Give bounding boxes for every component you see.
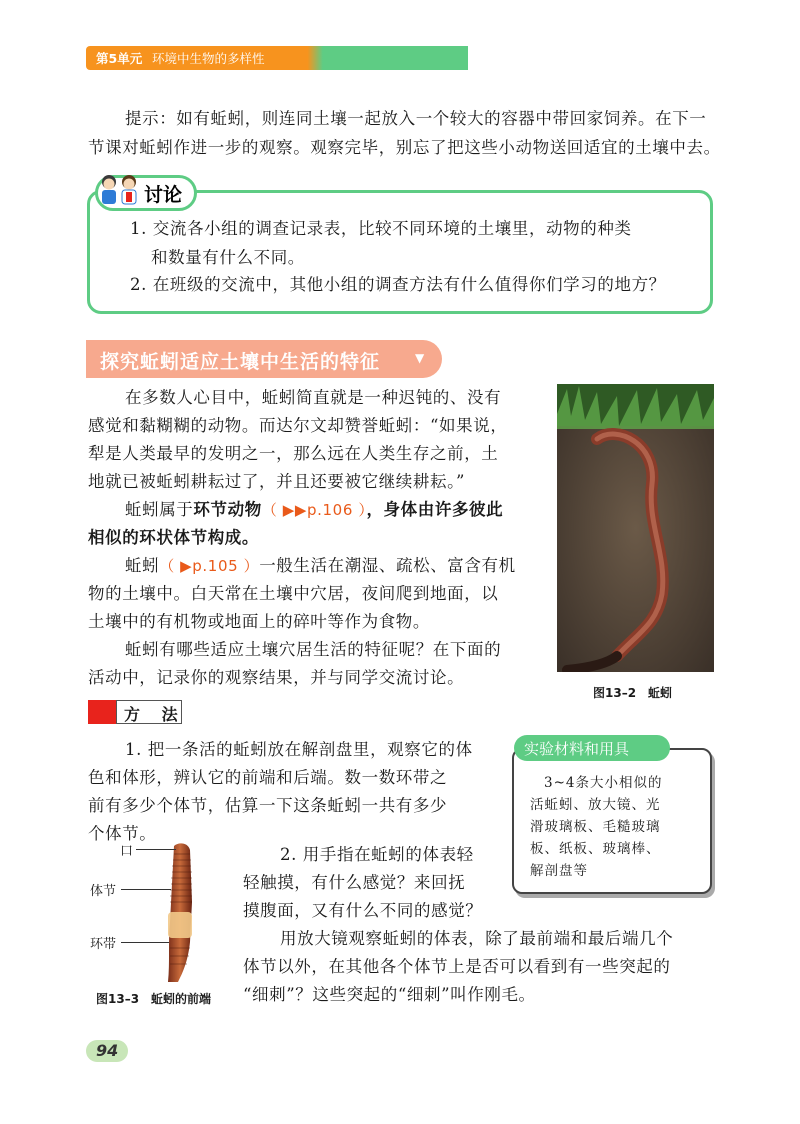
question-line-1: 蚯蚓有哪些适应土壤穴居生活的特征呢？在下面的 <box>125 640 502 659</box>
figure-13-3-caption: 图13–3 蚯蚓的前端 <box>96 992 212 1006</box>
step-1-line-1: 1. 把一条活的蚯蚓放在解剖盘里，观察它的体 <box>125 740 473 759</box>
question-line-2: 活动中，记录你的观察结果，并与同学交流讨论。 <box>88 668 465 687</box>
materials-line-1: 3~4条大小相似的 <box>544 775 663 791</box>
earthworm-photo-illustration <box>557 384 714 672</box>
discussion-item-1: 1. 交流各小组的调查记录表，比较不同环境的土壤里，动物的种类 <box>130 219 632 238</box>
step-1-line-2: 色和体形，辨认它的前端和后端。数一数环带之 <box>88 768 448 787</box>
step-3-line-3: “细刺”？这些突起的“细刺”叫作刚毛。 <box>243 985 536 1004</box>
earthworm-photo <box>557 384 714 672</box>
annelid-page-ref[interactable]: （ ▶▶p.106 ） <box>261 501 367 519</box>
section-arrow-icon: ▼ <box>415 351 425 365</box>
step-1-line-3: 前有多少个体节，估算一下这条蚯蚓一共有多少 <box>88 796 448 815</box>
step-3-line-1: 用放大镜观察蚯蚓的体表，除了最前端和最后端几个 <box>280 929 674 948</box>
discussion-item-2: 2. 在班级的交流中，其他小组的调查方法有什么值得你们学习的地方？ <box>130 275 666 294</box>
intro-line-4: 地就已被蚯蚓耕耘过了，并且还要被它继续耕耘。” <box>88 472 465 491</box>
intro-line-2: 感觉和黏糊糊的动物。而达尔文却赞誉蚯蚓：“如果说， <box>88 416 508 435</box>
label-segment: 体节 <box>90 884 117 899</box>
annelid-tail: ，身体由许多彼此 <box>366 500 504 519</box>
chapter-header-bar <box>86 46 468 70</box>
annelid-term: 环节动物 <box>193 500 262 519</box>
chapter-title: 环境中生物的多样性 <box>152 51 265 66</box>
chapter-unit: 第5单元 <box>96 51 143 66</box>
habitat-line-3: 土壤中的有机物或地面上的碎叶等作为食物。 <box>88 612 430 631</box>
habitat-prefix: 蚯蚓 <box>125 556 160 575</box>
discussion-title: 讨论 <box>144 184 183 206</box>
hint-line-2: 节课对蚯蚓作进一步的观察。观察完毕，别忘了把这些小动物送回适宜的土壤中去。 <box>88 138 721 157</box>
label-clitellum: 环带 <box>90 937 117 952</box>
habitat-tail: 一般生活在潮湿、疏松、富含有机 <box>259 556 516 575</box>
materials-list <box>530 772 706 882</box>
materials-line-4: 板、纸板、玻璃棒、 <box>530 841 661 857</box>
method-marker <box>88 700 116 724</box>
intro-line-1: 在多数人心目中，蚯蚓简直就是一种迟钝的、没有 <box>125 388 502 407</box>
label-mouth: 口 <box>120 844 134 859</box>
leader-mouth <box>136 849 176 850</box>
annelid-line-2: 相似的环状体节构成。 <box>88 528 259 547</box>
discussion-item-1-cont: 和数量有什么不同。 <box>151 248 305 267</box>
step-2-line-2: 轻触摸，有什么感觉？来回抚 <box>243 873 466 892</box>
annelid-prefix: 蚯蚓属于 <box>125 500 194 519</box>
habitat-paragraph <box>125 551 516 581</box>
method-heading: 方 法 <box>124 705 186 724</box>
figure-13-2-caption: 图13–2 蚯蚓 <box>593 686 673 700</box>
step-1-line-4: 个体节。 <box>88 824 157 843</box>
habitat-page-ref[interactable]: （ ▶p.105 ） <box>159 557 260 575</box>
annelid-paragraph <box>125 495 503 525</box>
habitat-line-2: 物的土壤中。白天常在土壤中穴居，夜间爬到地面，以 <box>88 584 499 603</box>
materials-line-2: 活蚯蚓、放大镜、光 <box>530 797 661 813</box>
students-icon <box>96 172 144 208</box>
step-2-line-3: 摸腹面，又有什么不同的感觉？ <box>243 901 483 920</box>
materials-title: 实验材料和用具 <box>524 740 630 758</box>
earthworm-front-figure <box>160 842 200 982</box>
hint-line-1: 提示：如有蚯蚓，则连同土壤一起放入一个较大的容器中带回家饲养。在下一 <box>125 109 707 128</box>
materials-line-3: 滑玻璃板、毛糙玻璃 <box>530 819 661 835</box>
step-2-line-1: 2. 用手指在蚯蚓的体表轻 <box>280 845 474 864</box>
materials-line-5: 解剖盘等 <box>530 863 588 879</box>
intro-line-3: 犁是人类最早的发明之一，那么远在人类生存之前，土 <box>88 444 499 463</box>
step-3-line-2: 体节以外，在其他各个体节上是否可以看到有一些突起的 <box>243 957 671 976</box>
leader-clitellum <box>121 942 169 943</box>
page-number: 94 <box>96 1041 119 1060</box>
section-title: 探究蚯蚓适应土壤中生活的特征 <box>100 351 381 373</box>
leader-segment <box>121 889 171 890</box>
